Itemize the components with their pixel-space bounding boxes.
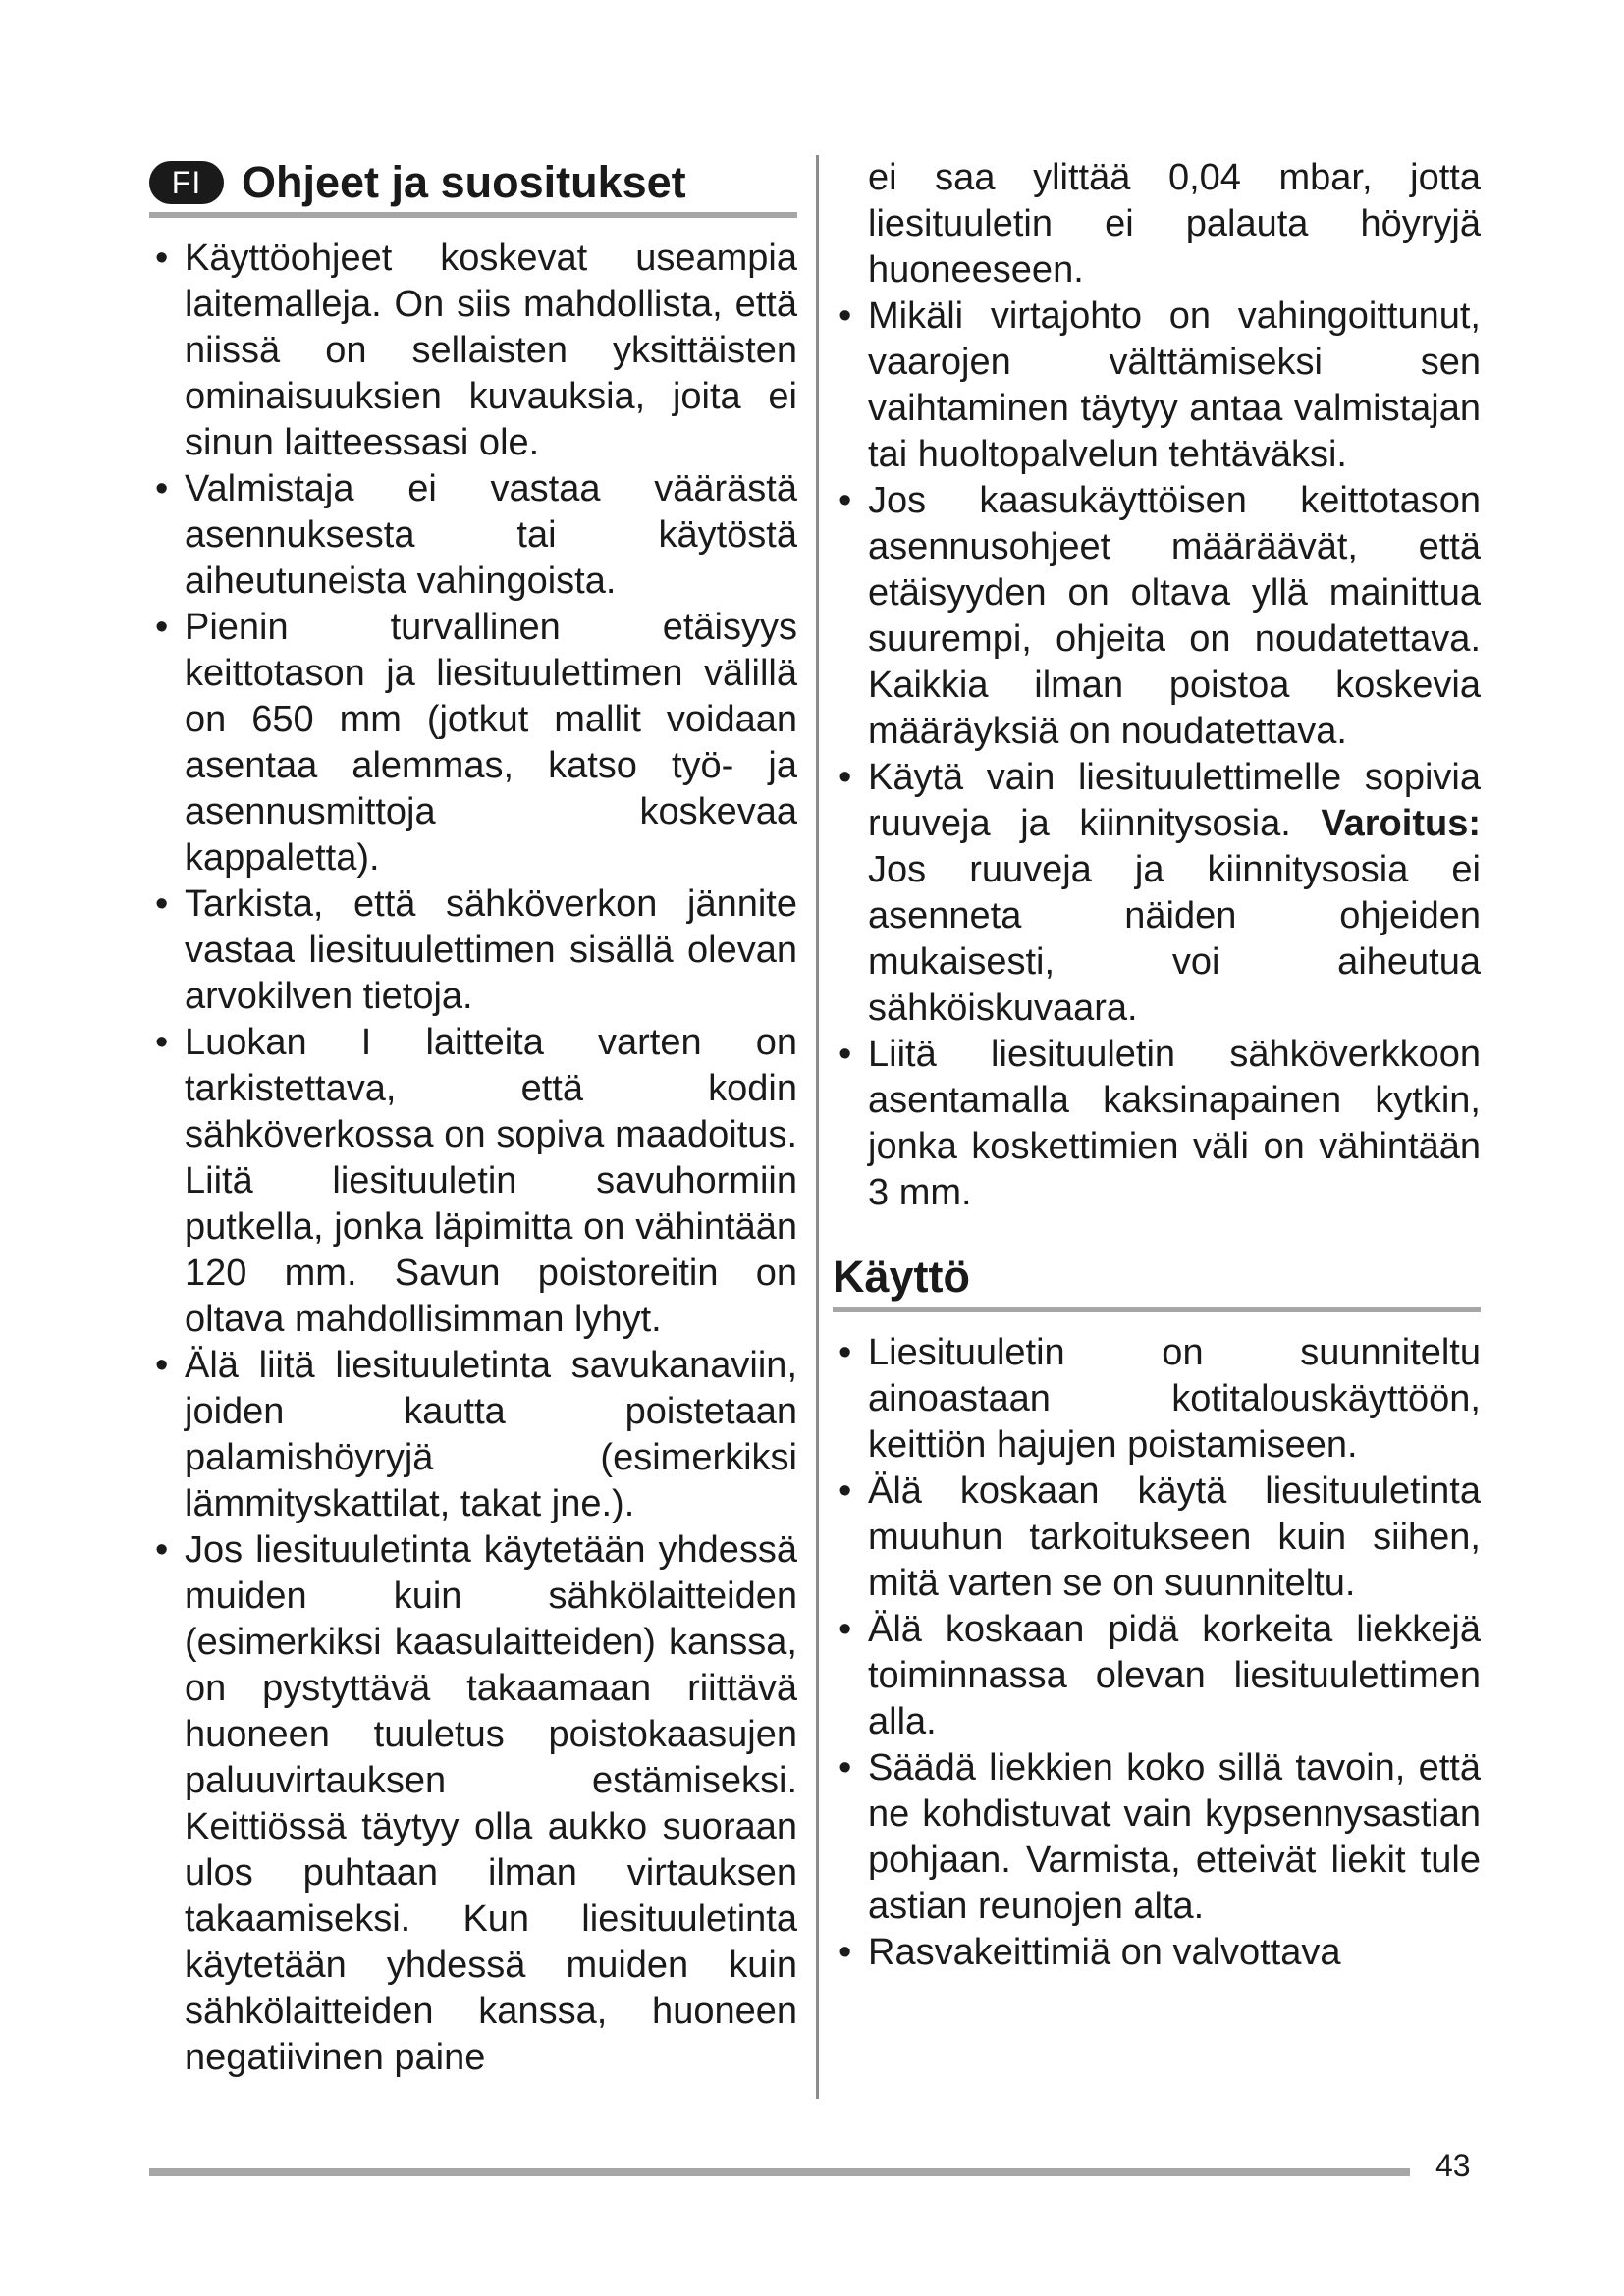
list-item-screws: • Käytä vain liesituulettimelle sopivia ruuveja ja kiinnitysosia. Varoitus: Jos ruuveja ja kiinnitysosia ei asenneta näiden ohjeiden mukaisesti, voi aiheutua sähköiskuvaara. [839,757,1481,1029]
list-item: • Tarkista, että sähköverkon jännite vastaa liesituulettimen sisällä olevan arvokilven tietoja. [155,883,797,1017]
section-heading-instructions [149,155,797,210]
section-title: Ohjeet ja suositukset [242,157,686,207]
heading-underline [833,1307,1481,1312]
language-badge: FI [149,161,224,204]
warning-text: Jos ruuveja ja kiinnitysosia ei asenneta näiden ohjeiden mukaisesti, voi aiheutua sähköiskuvaara. [868,849,1481,1029]
usage-list [833,1330,1481,1976]
list-item: • Säädä liekkien koko sillä tavoin, että ne kohdistuvat vain kypsennysastian pohjaan. Varmista, etteivät liekit tule astian reunojen alta. [839,1747,1481,1927]
heading-underline [149,212,797,218]
list-item: • Liitä liesituuletin sähköverkkoon asentamalla kaksinapainen kytkin, jonka koskettimien väli on vähintään 3 mm. [839,1034,1481,1213]
list-item: • Jos liesituuletinta käytetään yhdessä muiden kuin sähkölaitteiden (esimerkiksi kaasulaitteiden) kanssa, on pystyttävä takaamaan riittävä huoneen tuuletus poistokaasujen paluuvirtauksen estämiseksi. Keittiössä täytyy olla aukko suoraan ulos puhtaan ilman virtauksen takaamiseksi. Kun liesituuletinta käytetään yhdessä muiden kuin sähkölaitteiden kanssa, huoneen negatiivinen paine [155,1529,797,2078]
list-item: • Rasvakeittimiä on valvottava [839,1932,1341,1973]
footer-rule [149,2168,1410,2176]
continued-text: ei saa ylittää 0,04 mbar, jotta liesituuletin ei palauta höyryjä huoneeseen. [868,157,1481,291]
right-column [833,155,1481,1976]
list-item: • Pienin turvallinen etäisyys keittotason ja liesituulettimen välillä on 650 mm (jotkut mallit voidaan asentaa alemmas, katso työ- ja asennusmittoja koskevaa kappaletta). [155,607,797,879]
section-heading-usage [833,1250,1481,1305]
warning-label: Varoitus: [1321,803,1481,844]
page-number: 43 [1435,2148,1471,2183]
column-divider [816,155,819,2099]
list-item: • Mikäli virtajohto on vahingoittunut, vaarojen välttämiseksi sen vaihtaminen täytyy antaa valmistajan tai huoltopalvelun tehtäväksi. [839,295,1481,475]
list-item: • Luokan I laitteita varten on tarkistettava, että kodin sähköverkossa on sopiva maadoitus. Liitä liesituuletin savuhormiin putkella, jonka läpimitta on vähintään 120 mm. Savun poistoreitin on oltava mahdollisimman lyhyt. [155,1022,797,1340]
list-item: • Älä liitä liesituuletinta savukanaviin, joiden kautta poistetaan palamishöyryjä (esimerkiksi lämmityskattilat, takat jne.). [155,1345,797,1524]
left-column [149,155,797,2081]
list-item: • Älä koskaan pidä korkeita liekkejä toiminnassa olevan liesituulettimen alla. [839,1609,1481,1742]
list-item: • Älä koskaan käytä liesituuletinta muuhun tarkoitukseen kuin siihen, mitä varten se on suunniteltu. [839,1470,1481,1604]
list-item: • Jos kaasukäyttöisen keittotason asennusohjeet määräävät, että etäisyyden on oltava yllä mainittua suurempi, ohjeita on noudatettava. Kaikkia ilman poistoa koskevia määräyksiä on noudatettava. [839,480,1481,752]
instructions-list-continued [833,294,1481,1216]
instructions-list [149,236,797,2081]
section-title: Käyttö [833,1252,971,1302]
list-item: • Käyttöohjeet koskevat useampia laitemalleja. On siis mahdollista, että niissä on sellaisten yksittäisten ominaisuuksien kuvauksia, joita ei sinun laitteessasi ole. [155,238,797,463]
list-item: • Valmistaja ei vastaa väärästä asennuksesta tai käytöstä aiheutuneista vahingoista. [155,468,797,602]
list-item: • Liesituuletin on suunniteltu ainoastaan kotitalouskäyttöön, keittiön hajujen poistamiseen. [839,1332,1481,1466]
